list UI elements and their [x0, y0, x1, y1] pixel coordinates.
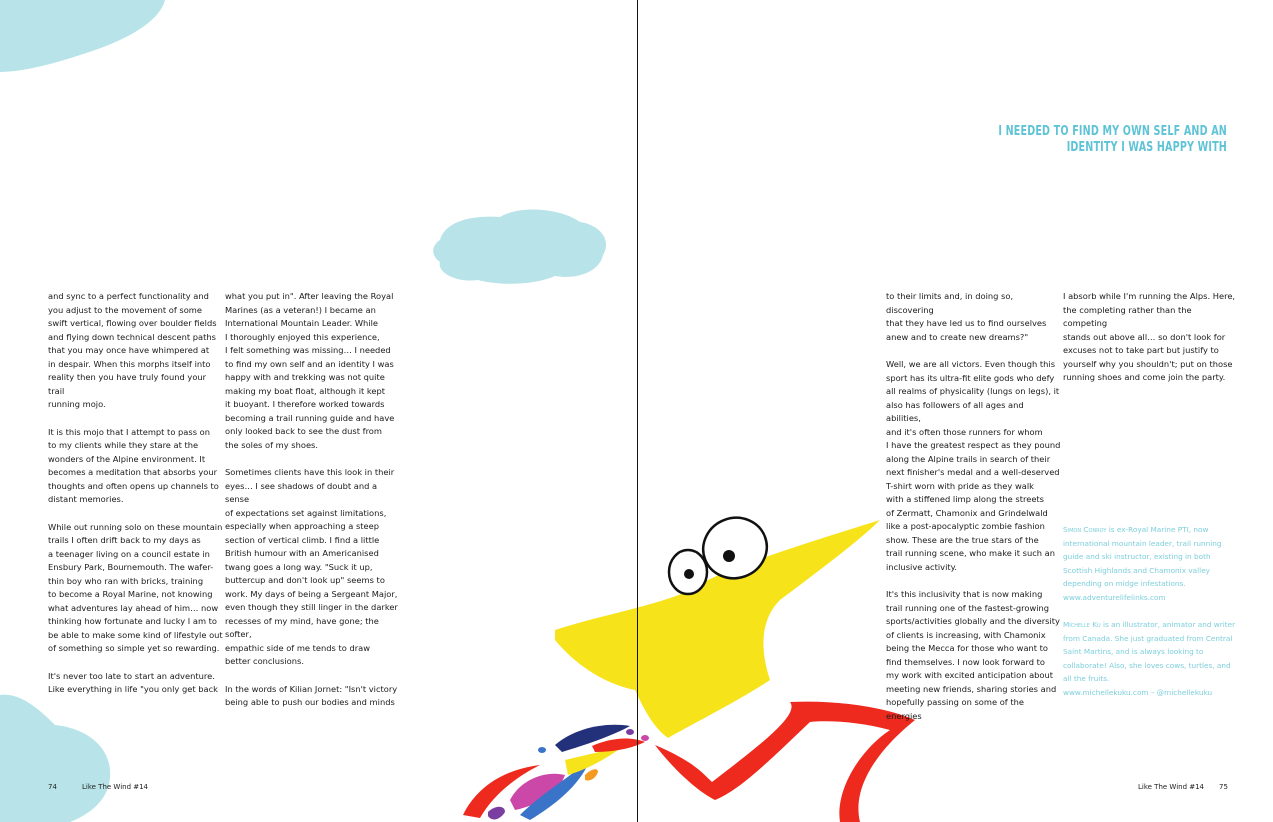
page-number-right: 75: [1219, 783, 1228, 791]
cloud-bottom-left: [0, 695, 110, 822]
paragraph: and sync to a perfect functionality and you adjust to the movement of some swift vertical, flowing over boulder fields and flying down technical descent paths that you may once have whimpered at in despair. When this morphs itself into reality then you have truly found your trail running mojo.: [48, 291, 217, 409]
page-fold: [637, 0, 638, 822]
paragraph: Well, we are all victors. Even though this sport has its ultra-fit elite gods who defy all realms of physicality (lungs on legs), it also has followers of all ages and abilities, and it's often those runners for whom I have the greatest respect as they pound along the Alpine trails in search of their next finisher's medal and a well-deserved T-shirt worn with pride as they walk with a stiffened limp along the streets of Zermatt, Chamonix and Grindelwald like a post-apocalyptic zombie fashion show. These are the true stars of the trail running scene, who make it such an inclusive activity.: [886, 359, 1061, 572]
bio-author: [1063, 523, 1238, 604]
right-column-1: [886, 290, 1061, 737]
paragraph: It's never too late to start an adventure. Like everything in life "you only get back: [48, 670, 218, 694]
splash-dot-blue: [538, 747, 546, 753]
paragraph: It's this inclusivity that is now making trail running one of the fastest-growing sports/activities globally and the diversity of clients is increasing, with Chamonix being the Mecca for those who want to find themselves. I now look forward to my work with excited anticipation about meeting new friends, sharing stories and hopefully passing on some of the energies: [886, 589, 1060, 721]
paragraph: In the words of Kilian Jornet: "Isn't victory being able to push our bodies and minds: [225, 683, 398, 707]
splash-purple: [488, 807, 505, 820]
magazine-title-left: Like The Wind #14: [82, 783, 149, 791]
splash-dot-pink: [641, 735, 649, 741]
paragraph: what you put in". After leaving the Royal Marines (as a veteran!) I became an International Mountain Leader. While I thoroughly enjoyed this experience, I felt something was missing… I needed to find my own self and an identity I was happy with and trekking was not quite making my boat float, although it kept it buoyant. I therefore worked towards becoming a trail running guide and have only looked back to see the dust from the soles of my shoes.: [225, 291, 395, 450]
splash-orange: [585, 769, 598, 780]
cloud-middle: [433, 210, 606, 284]
bio-author-text: is ex-Royal Marine PTI, now international mountain leader, trail running guide and ski instructor, existing in both Scottish Highlands and Chamonix valley depending on midge infestations. www.adventurelifelinks.com: [1063, 525, 1222, 602]
pull-quote: I NEEDED TO FIND MY OWN SELF AND AN IDENTITY I WAS HAPPY WITH: [998, 124, 1227, 155]
page-number-left: 74: [48, 783, 57, 791]
bio-illustrator-links: www.michellekuku.com – @michellekuku: [1063, 687, 1213, 697]
magazine-title-right: Like The Wind #14: [1138, 783, 1205, 791]
paragraph: to their limits and, in doing so, discovering that they have led us to find ourselves anew and to create new dreams?": [886, 291, 1047, 342]
left-column-2: [225, 290, 400, 724]
right-column-2: [1063, 290, 1238, 399]
contributor-bios: [1063, 523, 1238, 699]
bio-author-name: Simon Conroy: [1063, 525, 1107, 534]
paragraph: While out running solo on these mountain trails I often drift back to my days as a teenager living on a council estate in Ensbury Park, Bournemouth. The wafer- thin boy who ran with bricks, training to become a Royal Marine, not knowing what adventures lay ahead of him… now thinking how fortunate and lucky I am to be able to make some kind of lifestyle out of something so simple yet so rewarding.: [48, 521, 223, 653]
cloud-top-left: [0, 0, 165, 72]
bio-illustrator-name: Michelle Ku: [1063, 620, 1101, 629]
left-column-1: [48, 290, 223, 711]
pupil-right: [723, 550, 735, 562]
bio-illustrator: [1063, 618, 1238, 686]
splash-dot-purple: [626, 729, 634, 735]
paragraph: Sometimes clients have this look in their eyes… I see shadows of doubt and a sense of expectations set against limitations, especially when approaching a steep section of vertical climb. I find a little British humour with an Americanised twang goes a long way. "Suck it up, buttercup and don't look up" seems to work. My days of being a Sergeant Major, even though they still linger in the darker recesses of my mind, have gone; the softer, empathic side of me tends to draw better conclusions.: [225, 467, 398, 666]
paragraph: It is this mojo that I attempt to pass on to my clients while they stare at the wonders of the Alpine environment. It becomes a meditation that absorbs your thoughts and often opens up channels to distant memories.: [48, 426, 219, 504]
bio-illustrator-text: is an illustrator, animator and writer from Canada. She just graduated from Central Saint Martins, and is always looking to collaborate! Also, she loves cows, turtles, and all the fruits.: [1063, 620, 1236, 683]
pupil-left: [684, 569, 694, 579]
paragraph: I absorb while I'm running the Alps. Here, the completing rather than the competing stands out above all… so don't look for excuses not to take part but justify to yourself why you shouldn't; put on those running shoes and come join the party.: [1063, 291, 1236, 382]
